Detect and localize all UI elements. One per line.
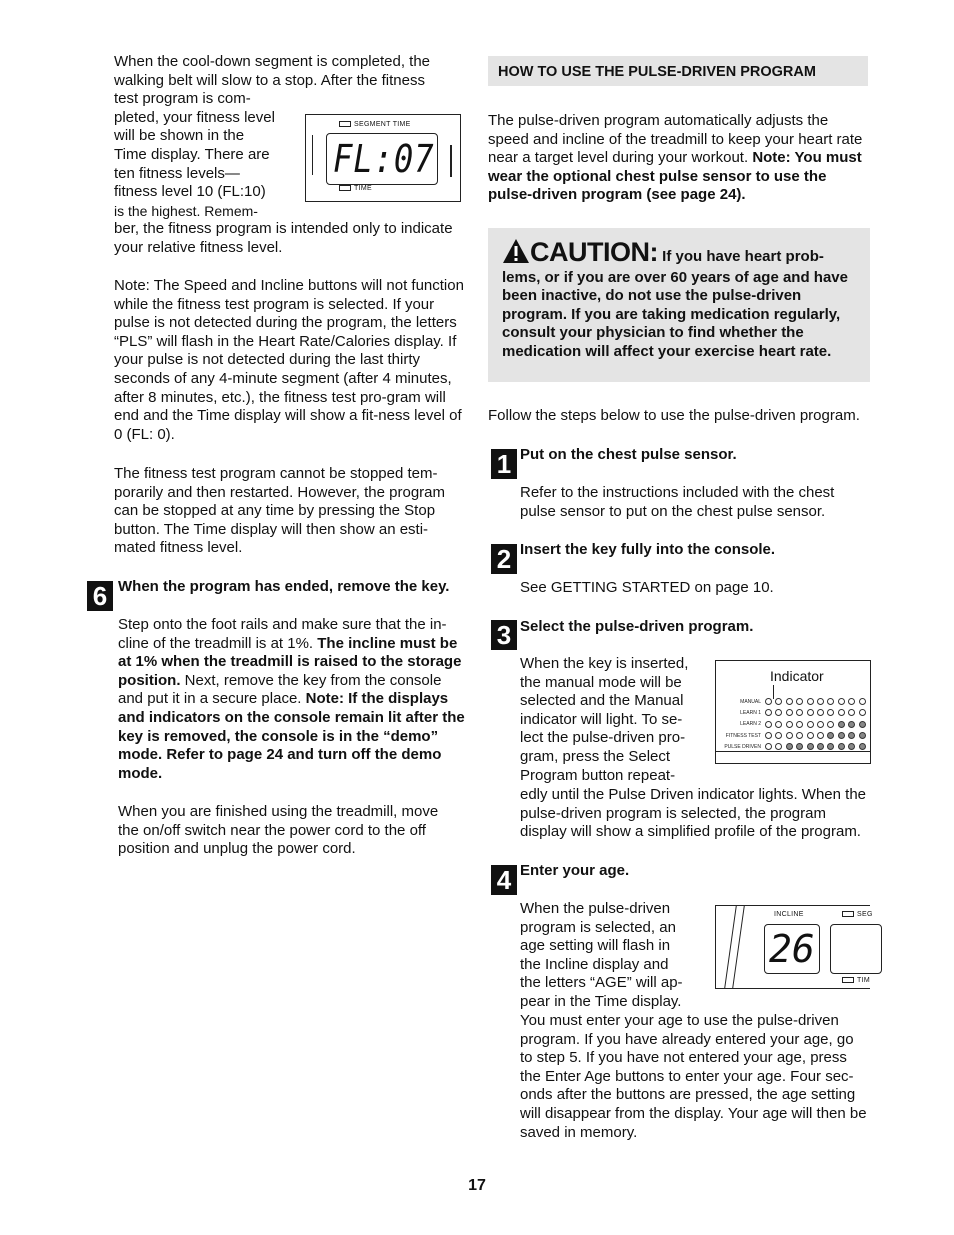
caution-word: CAUTION: — [530, 237, 658, 267]
step-3-body-wrapped — [520, 655, 710, 785]
indicator-grid — [719, 696, 869, 752]
indicator-row — [719, 730, 869, 741]
indicator-led — [807, 698, 814, 705]
fitness-level-display — [305, 114, 461, 202]
text-line: lect the pulse-driven pro- — [520, 729, 686, 747]
indicator-row-label: LEARN 1 — [740, 709, 761, 716]
indicator-led — [859, 743, 866, 750]
step-3-number: 3 — [491, 620, 517, 650]
caution-box — [488, 228, 870, 382]
indicator-row-label: PULSE DRIVEN — [724, 743, 761, 750]
indicator-row — [719, 696, 869, 707]
indicator-led — [807, 732, 814, 739]
text-line: When the pulse-driven — [520, 900, 671, 917]
indicator-led — [786, 721, 793, 728]
indicator-led — [775, 721, 782, 728]
indicator-led — [827, 743, 834, 750]
text-line: gram, press the Select — [520, 747, 671, 765]
text-line: fitness level 10 (FL:10) — [114, 183, 266, 201]
indicator-led — [796, 732, 803, 739]
indicator-row-label: MANUAL — [740, 698, 761, 705]
indicator-led — [848, 698, 855, 705]
indicator-led — [765, 721, 772, 728]
indicator-panel — [715, 660, 871, 764]
lcd-screen — [326, 133, 438, 185]
indicator-led — [807, 709, 814, 716]
indicator-led — [817, 743, 824, 750]
text-line: selected and the Manual — [520, 692, 684, 710]
text-line: is the highest. Remem- — [114, 202, 258, 219]
indicator-led — [817, 732, 824, 739]
caution-content — [502, 238, 852, 362]
step-4-body-end: You must enter your age to use the pulse-driven program. If you have already entered your age, go to step 5. If you have not entered your age, press the Enter Age buttons to enter your age. Four sec-onds after the buttons are pressed, the age setting will disappear from the display. Your age will then be saved in memory. — [520, 1012, 867, 1141]
indicator-row-label: FITNESS TEST — [725, 732, 761, 739]
step-3-heading: Select the pulse-driven program. — [520, 618, 754, 635]
text-line: Program button repeat- — [520, 766, 676, 784]
text-line: the letters “AGE” will ap- — [520, 974, 683, 992]
indicator-led — [765, 732, 772, 739]
stop-program-paragraph: The fitness test program cannot be stopped tem-porarily and then restarted. However, the program can be stopped at any time by pressing the Stop button. The Time display will then show an esti-mated fitness level. — [114, 465, 446, 557]
indicator-led — [786, 743, 793, 750]
indicator-led — [796, 709, 803, 716]
step-1-body: Refer to the instructions included with the chest pulse sensor to put on the chest pulse sensor. — [520, 484, 835, 520]
indicator-led — [775, 698, 782, 705]
text-line: will be shown in the — [114, 127, 245, 145]
indicator-led — [848, 732, 855, 739]
indicator-led — [775, 732, 782, 739]
step-1-heading: Put on the chest pulse sensor. — [520, 446, 737, 463]
indicator-led — [765, 698, 772, 705]
text-line: the manual mode will be — [520, 673, 682, 691]
text-line: indicator will light. To se- — [520, 710, 683, 728]
segment-time-label: SEGMENT TIME — [339, 121, 411, 129]
text-line: Time display. There are — [114, 145, 270, 163]
text-line: pear in the Time display. — [520, 992, 682, 1010]
indicator-led — [765, 709, 772, 716]
caution-text-first: If you have heart prob- — [662, 248, 824, 265]
indicator-led — [838, 709, 845, 716]
indicator-led — [827, 732, 834, 739]
indicator-led — [807, 721, 814, 728]
indicator-led — [859, 732, 866, 739]
indicator-led — [838, 743, 845, 750]
indicator-led — [838, 732, 845, 739]
indicator-led — [848, 743, 855, 750]
step-4-body-wrapped — [520, 900, 710, 1012]
indicator-led — [827, 698, 834, 705]
paragraph-text: ber, the fitness program is intended only to indicate your relative fitness level. — [114, 220, 453, 256]
indicator-led — [859, 721, 866, 728]
indicator-led — [817, 721, 824, 728]
follow-steps: Follow the steps below to use the pulse-driven program. — [488, 407, 860, 424]
time-screen — [830, 924, 882, 974]
indicator-led — [796, 698, 803, 705]
speed-incline-note: Note: The Speed and Incline buttons will not function while the fitness test program is selected. If your pulse is not detected during the program, the letters “PLS” will flash in the Heart Rate/Calories display. If your pulse is not detected during the last thirty seconds of any 4-minute segment (after 4 minutes, after 8 minutes, etc.), the fitness test pro-gram will end and the Time display will show a fit-ness level of 0 (FL: 0). — [114, 277, 464, 443]
time-label: TIM — [842, 977, 870, 985]
indicator-led — [807, 743, 814, 750]
time-label: TIME — [339, 185, 372, 193]
indicator-led — [838, 721, 845, 728]
lcd-screen — [764, 924, 820, 974]
section-title-bar — [488, 56, 868, 86]
step-6-finish: When you are finished using the treadmill, move the on/off switch near the power cord to the off position and unplug the power cord. — [118, 803, 439, 858]
indicator-led — [765, 743, 772, 750]
warning-icon — [502, 238, 530, 264]
intro-paragraph: The pulse-driven program automatically adjusts the speed and incline of the treadmill to keep your heart rate near a target level during your workout. Note: You must wear the optional chest pulse sensor to use the pulse-driven program (see page 24). — [488, 112, 863, 204]
step-6-heading: When the program has ended, remove the key. — [118, 578, 450, 595]
section-title: HOW TO USE THE PULSE-DRIVEN PROGRAM — [498, 64, 816, 80]
indicator-led — [817, 709, 824, 716]
incline-label: INCLINE — [774, 911, 804, 918]
step-2-number: 2 — [491, 544, 517, 574]
indicator-led — [786, 709, 793, 716]
indicator-led — [817, 698, 824, 705]
segment-label: SEG — [842, 911, 873, 919]
indicator-led — [796, 743, 803, 750]
indicator-led — [859, 698, 866, 705]
text-line: program is selected, an — [520, 918, 676, 936]
step-3-body-end: edly until the Pulse Driven indicator lights. When the pulse-driven program is selected, the program display will show a simplified profile of the program. — [520, 786, 867, 841]
indicator-label: Indicator — [770, 668, 824, 684]
step-6-number: 6 — [87, 581, 113, 611]
step-2-body: See GETTING STARTED on page 10. — [520, 579, 774, 596]
text-line: the Incline display and — [520, 955, 669, 973]
age-display — [715, 905, 873, 989]
text-line: When the key is inserted, — [520, 655, 689, 672]
step-1-number: 1 — [491, 449, 517, 479]
indicator-row — [719, 719, 869, 730]
indicator-led — [775, 743, 782, 750]
indicator-led — [838, 698, 845, 705]
indicator-row — [719, 707, 869, 718]
text-line: age setting will flash in — [520, 937, 671, 955]
paragraph-text: When the cool-down segment is completed, the walking belt will slow to a stop. After the fitness test program is com- — [114, 53, 431, 108]
step-6-body: Step onto the foot rails and make sure that the in-cline of the treadmill is at 1%. The incline must be at 1% when the treadmill is raised to the storage position. Next, remove the key from the console and put it in a secure place. Note: If the displays and indicators on the console remain lit after the key is removed, the console is in the “demo” mode. Refer to page 24 and turn off the demo mode. — [118, 616, 465, 782]
step-2-heading: Insert the key fully into the console. — [520, 541, 776, 558]
step-4-heading: Enter your age. — [520, 862, 630, 879]
step-4-number: 4 — [491, 865, 517, 895]
indicator-led — [786, 698, 793, 705]
text-line: pleted, your fitness level — [114, 108, 275, 126]
fitness-level-value: FL:07 — [333, 137, 435, 181]
indicator-led — [827, 721, 834, 728]
indicator-led — [796, 721, 803, 728]
page-number: 17 — [468, 1177, 486, 1194]
indicator-row-label: LEARN 2 — [740, 721, 761, 728]
caution-text: lems, or if you are over 60 years of age and have been inactive, do not use the pulse-driven program. If you are taking medication regularly, consult your physician to find whether the medication will affect your exercise heart rate. — [502, 268, 848, 360]
age-value: 26 — [769, 927, 815, 971]
text-line: ten fitness levels— — [114, 164, 240, 182]
indicator-led — [848, 709, 855, 716]
indicator-led — [786, 732, 793, 739]
indicator-led — [775, 709, 782, 716]
indicator-led — [859, 709, 866, 716]
indicator-led — [848, 721, 855, 728]
indicator-led — [827, 709, 834, 716]
